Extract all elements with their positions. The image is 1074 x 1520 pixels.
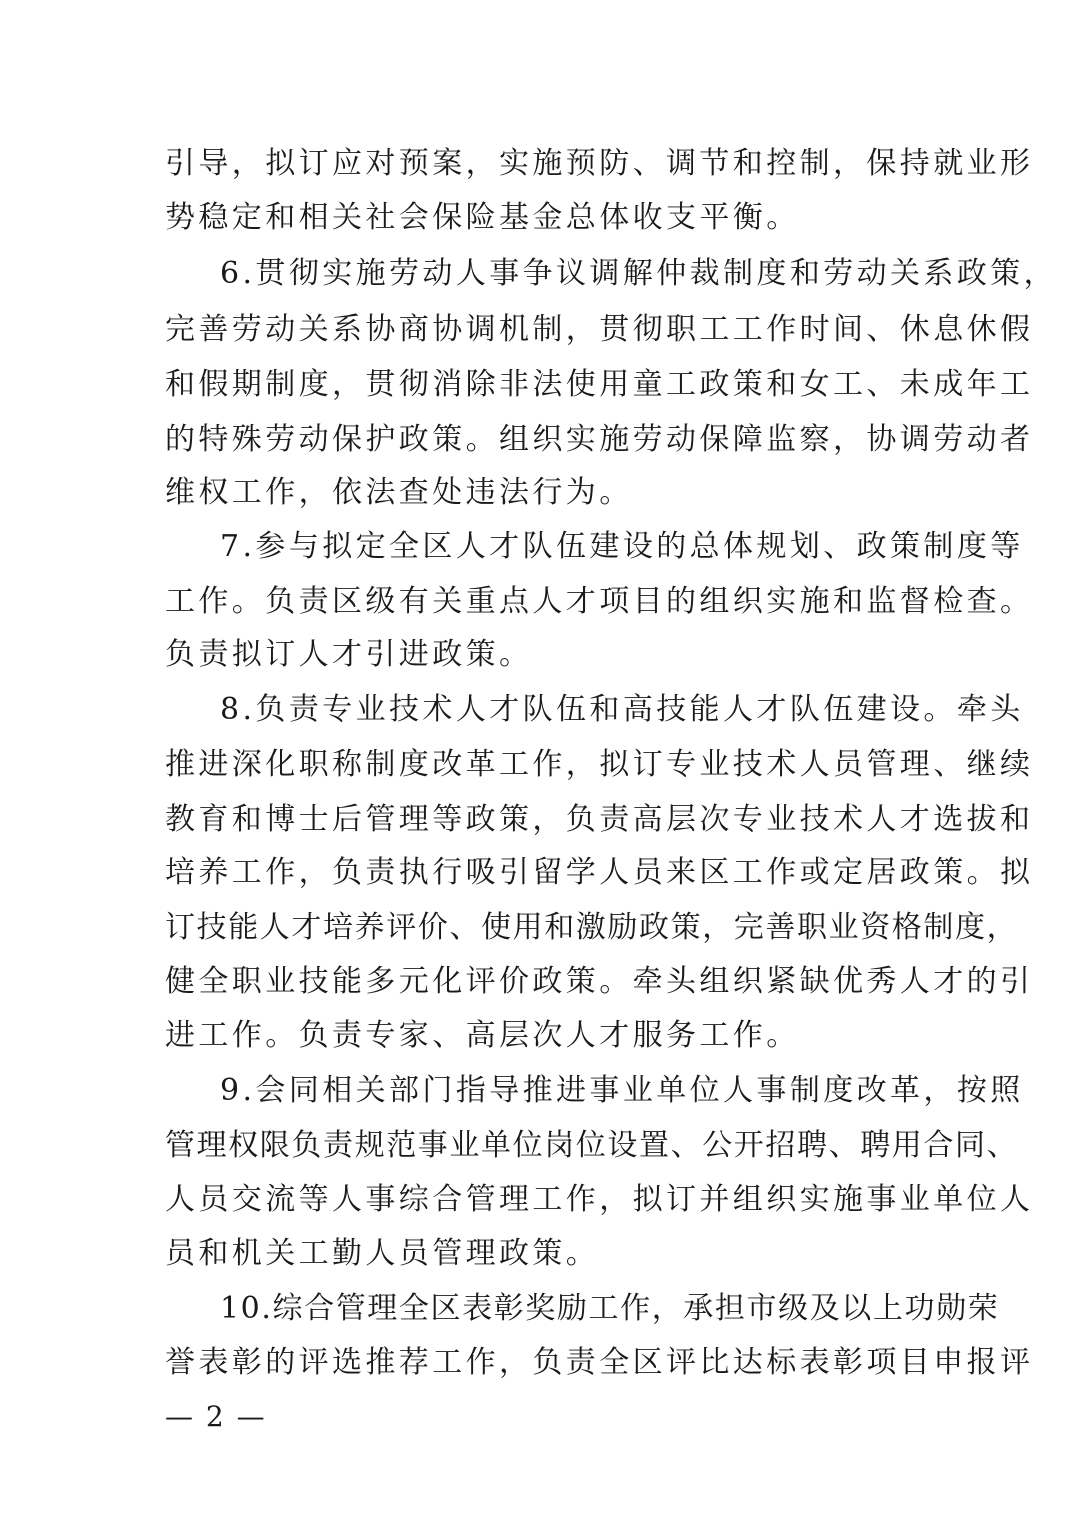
paragraph-7-start: 7.参与拟定全区人才队伍建设的总体规划、政策制度等 <box>220 529 1024 564</box>
text-line: 推进深化职称制度改革工作，拟订专业技术人员管理、继续 <box>165 747 1034 782</box>
text-line: 管理权限负责规范事业单位岗位设置、公开招聘、聘用合同、 <box>165 1128 1019 1163</box>
text-line: 员和机关工勤人员管理政策。 <box>165 1236 600 1271</box>
text-line: 引导，拟订应对预案，实施预防、调节和控制，保持就业形 <box>165 146 1034 181</box>
text-line: 誉表彰的评选推荐工作，负责全区评比达标表彰项目申报评 <box>165 1345 1034 1380</box>
text-line: 人员交流等人事综合管理工作，拟订并组织实施事业单位人 <box>165 1182 1034 1217</box>
text-line: 和假期制度，贯彻消除非法使用童工政策和女工、未成年工 <box>165 367 1034 402</box>
text-line: 工作。负责区级有关重点人才项目的组织实施和监督检查。 <box>165 584 1034 619</box>
paragraph-8-start: 8.负责专业技术人才队伍和高技能人才队伍建设。牵头 <box>220 692 1024 727</box>
text-line: 的特殊劳动保护政策。组织实施劳动保障监察，协调劳动者 <box>165 422 1034 457</box>
paragraph-6-start: 6.贯彻实施劳动人事争议调解仲裁制度和劳动关系政策， <box>220 256 1058 291</box>
paragraph-10-start: 10.综合管理全区表彰奖励工作，承担市级及以上功勋荣 <box>220 1291 1000 1326</box>
text-line: 维权工作，依法查处违法行为。 <box>165 475 633 510</box>
text-line: 订技能人才培养评价、使用和激励政策，完善职业资格制度， <box>165 910 1019 945</box>
text-line: 进工作。负责专家、高层次人才服务工作。 <box>165 1018 800 1053</box>
text-line: 完善劳动关系协商协调机制，贯彻职工工作时间、休息休假 <box>165 312 1034 347</box>
text-line: 势稳定和相关社会保险基金总体收支平衡。 <box>165 200 800 235</box>
paragraph-9-start: 9.会同相关部门指导推进事业单位人事制度改革，按照 <box>220 1073 1024 1108</box>
page-number: — 2 — <box>165 1400 267 1433</box>
text-line: 负责拟订人才引进政策。 <box>165 637 533 672</box>
text-line: 教育和博士后管理等政策，负责高层次专业技术人才选拔和 <box>165 802 1034 837</box>
text-line: 培养工作，负责执行吸引留学人员来区工作或定居政策。拟 <box>165 855 1034 890</box>
text-line: 健全职业技能多元化评价政策。牵头组织紧缺优秀人才的引 <box>165 964 1034 999</box>
